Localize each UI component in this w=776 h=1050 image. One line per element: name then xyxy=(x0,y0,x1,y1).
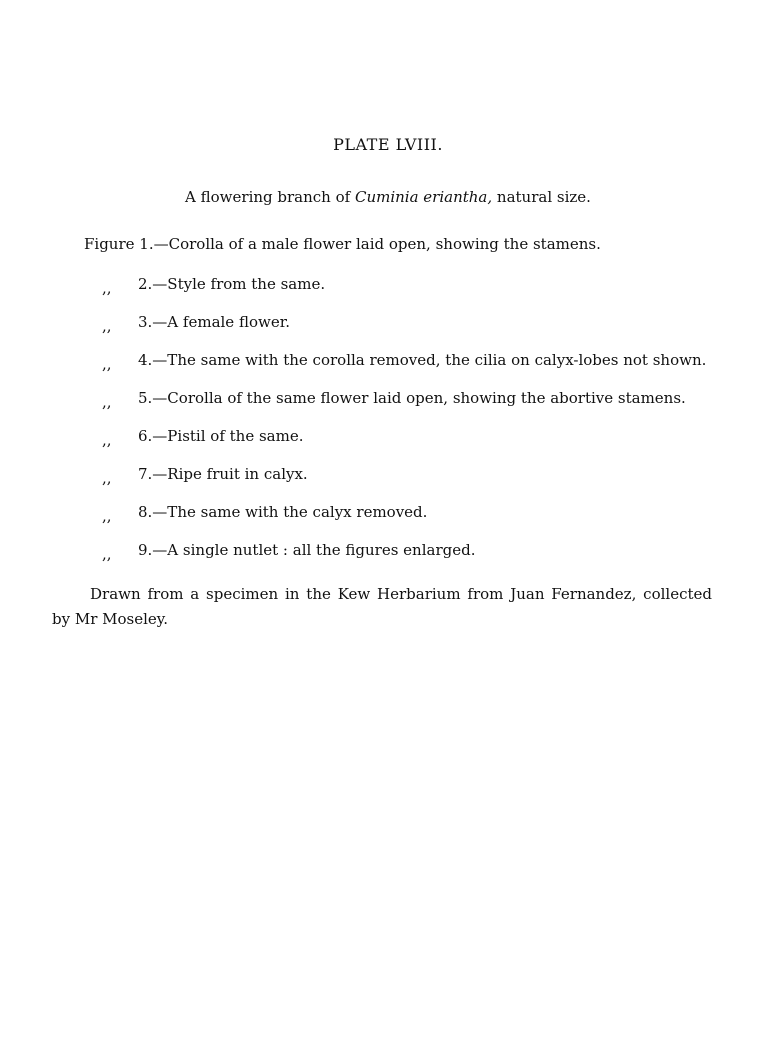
species-name: Cuminia eriantha, xyxy=(354,188,493,206)
ditto-mark: ,, xyxy=(102,469,112,487)
ditto-mark: ,, xyxy=(102,355,112,373)
figure-text: 6.—Pistil of the same. xyxy=(138,427,304,445)
figure-text: 7.—Ripe fruit in calyx. xyxy=(138,465,308,483)
ditto-mark: ,, xyxy=(102,545,112,563)
subtitle-suffix: natural size. xyxy=(492,188,591,206)
ditto-mark: ,, xyxy=(102,279,112,297)
plate-subtitle xyxy=(0,188,776,206)
ditto-mark: ,, xyxy=(102,507,112,525)
ditto-mark: ,, xyxy=(102,317,112,335)
figure-text: 9.—A single nutlet : all the figures enlarged. xyxy=(138,541,476,559)
ditto-mark: ,, xyxy=(102,431,112,449)
figure-prefix: Figure xyxy=(84,235,135,253)
figure-text: 8.—The same with the calyx removed. xyxy=(138,503,428,521)
subtitle-prefix: A flowering branch of xyxy=(185,188,355,206)
figure-text: 1.—Corolla of a male flower laid open, showing the stamens. xyxy=(139,235,601,253)
specimen-note: Drawn from a specimen in the Kew Herbarium from Juan Fernandez, collected by Mr Moseley. xyxy=(52,585,712,628)
figure-text: 3.—A female flower. xyxy=(138,313,290,331)
figure-text: 4.—The same with the corolla removed, the cilia on calyx-lobes not shown. xyxy=(138,351,707,369)
figure-text: 2.—Style from the same. xyxy=(138,275,326,293)
figure-text: 5.—Corolla of the same flower laid open, showing the abortive stamens. xyxy=(138,389,686,407)
ditto-mark: ,, xyxy=(102,393,112,411)
plate-title: PLATE LVIII. xyxy=(333,135,443,154)
figure-item-1 xyxy=(84,235,601,253)
